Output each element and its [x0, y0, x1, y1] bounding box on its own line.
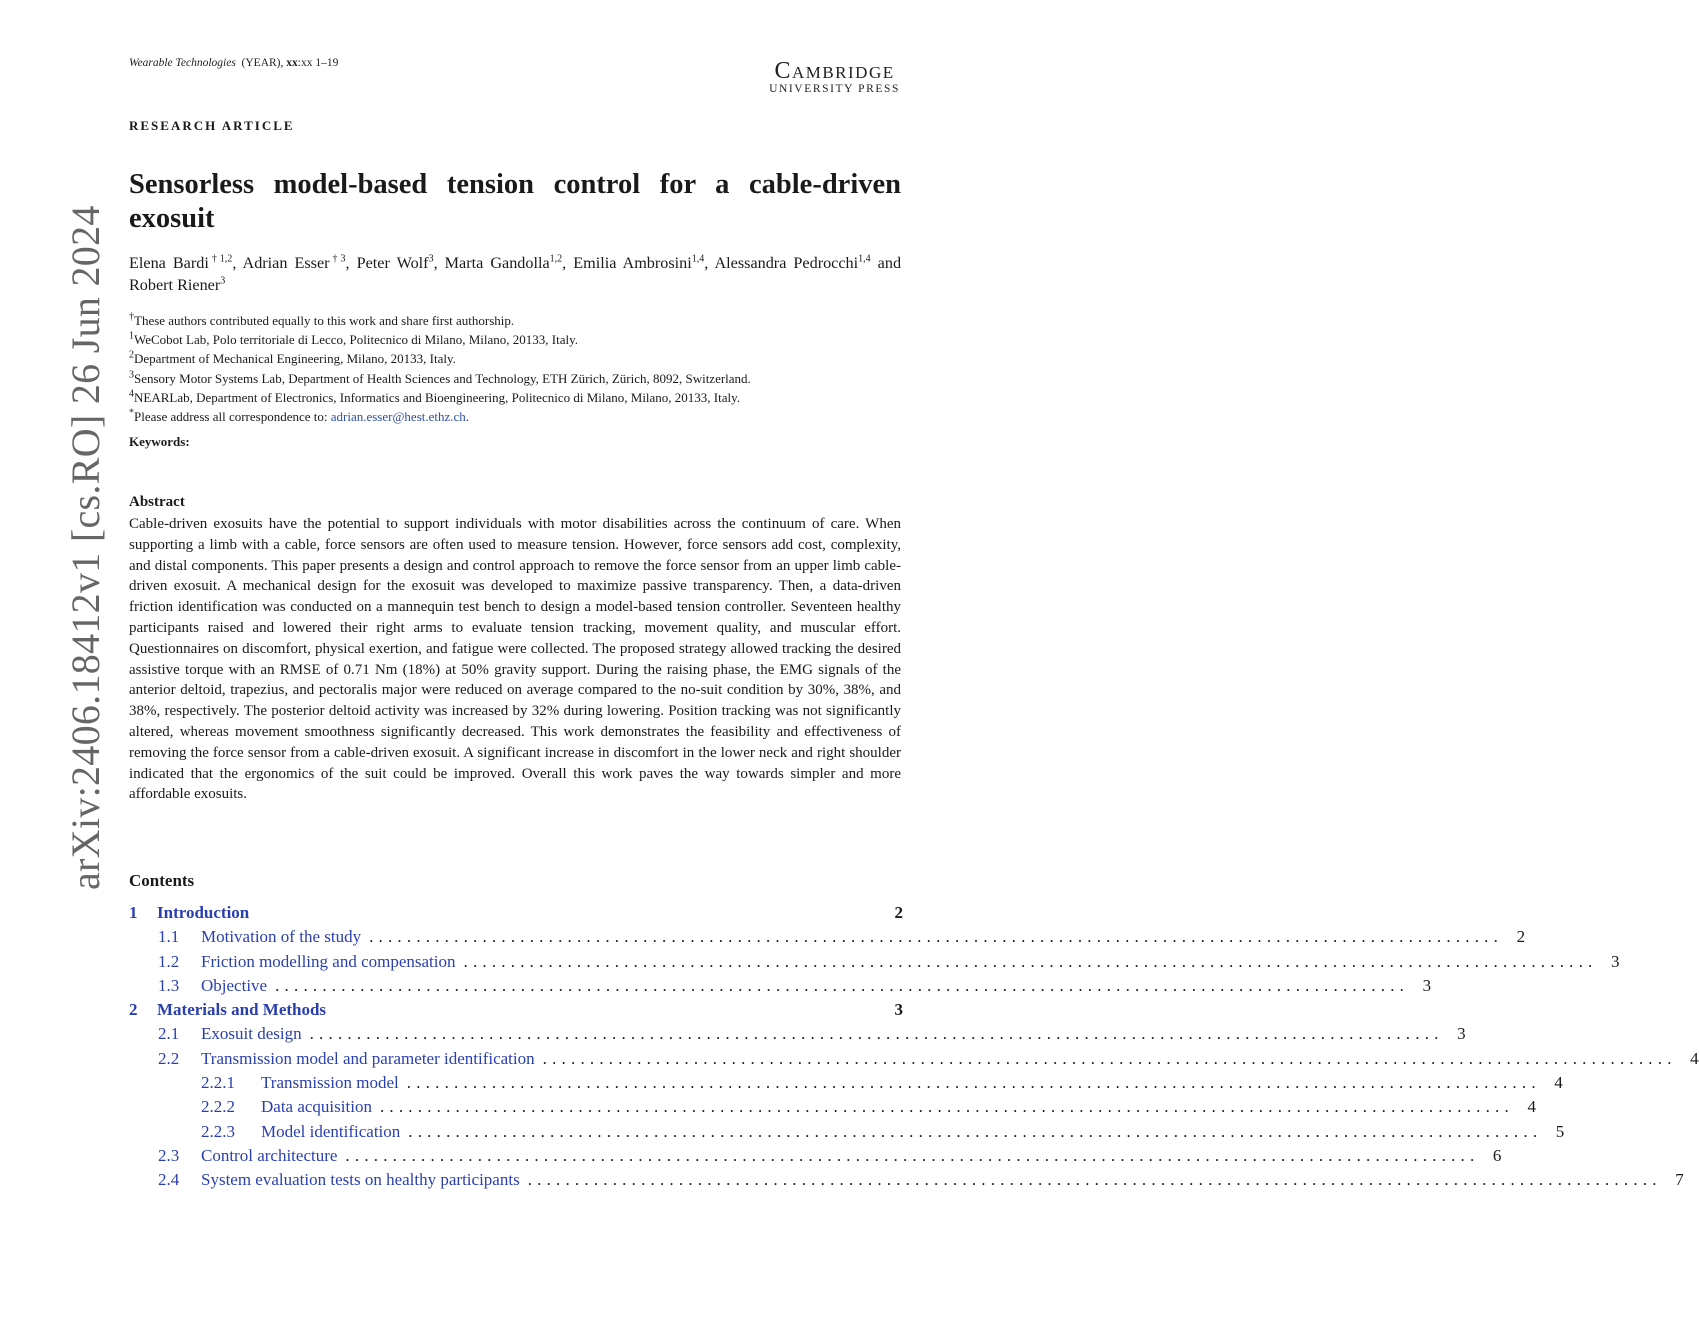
toc-number: 2.3 [158, 1145, 180, 1165]
toc-entry[interactable] [129, 1047, 1699, 1071]
toc-page: 4 [1690, 1048, 1699, 1068]
table-of-contents [129, 901, 1699, 1193]
toc-page: 4 [1554, 1073, 1563, 1093]
toc-number: 2.1 [158, 1024, 180, 1044]
toc-entry[interactable] [129, 901, 903, 925]
toc-leader: ........................................................................................................................ [542, 1048, 1677, 1068]
affiliation: $^3$Sensory Motor Systems Lab, Department of Health Sciences and Technology, ETH Zürich, Zürich, 8092, Switzerland. [129, 369, 751, 386]
toc-number: 2 [129, 1000, 138, 1020]
toc-number: 1.3 [158, 975, 180, 995]
abstract-heading: Abstract [129, 494, 185, 510]
article-type: RESEARCH ARTICLE [129, 118, 295, 133]
author: Alessandra Pedrocchi$^{1,4}$ and [714, 253, 902, 272]
toc-title: Motivation of the study [201, 927, 362, 947]
toc-number: 2.2.3 [201, 1121, 235, 1141]
toc-leader: ........................................................................................................................ [309, 1024, 1444, 1044]
toc-leader: ........................................................................................................................ [406, 1073, 1541, 1093]
toc-entry[interactable] [129, 950, 1620, 974]
author: Marta Gandolla$^{1,2}$, [444, 253, 574, 272]
author: Adrian Esser$^{\dagger 3}$, [242, 253, 357, 272]
toc-page: 3 [894, 1000, 903, 1020]
toc-number: 1 [129, 903, 138, 922]
author: Peter Wolf$^3$, [356, 253, 445, 272]
toc-leader: ........................................................................................................................ [408, 1121, 1543, 1141]
toc-title: Materials and Methods [157, 1000, 327, 1020]
toc-page: 3 [1611, 951, 1620, 971]
toc-title: Control architecture [201, 1145, 338, 1165]
toc-entry[interactable] [129, 1071, 1563, 1095]
journal-volume: xx [286, 57, 298, 69]
author: Emilia Ambrosini$^{1,4}$, [573, 253, 715, 272]
toc-title: System evaluation tests on healthy participants [201, 1170, 520, 1190]
abstract-text: Cable-driven exosuits have the potential to support individuals with motor disabilities across the continuum of care. When supporting a limb with a cable, force sensors are often used to measure tension. However, force sensors add cost, complexity, and distal components. This paper presents a design and control approach to remove the force sensor from an upper limb cable-driven exosuit. A mechanical design for the exosuit was developed to maximize passive transparency. Then, a data-driven friction identification was conducted on a mannequin test bench to design a model-based tension controller. Seventeen healthy participants raised and lowered their right arms to evaluate tension tracking, movement quality, and muscular effort. Questionnaires on discomfort, physical exertion, and fatigue were collected. The proposed strategy allowed tracking the desired assistive torque with an RMSE of 0.71 Nm (18%) at 50% gravity support. During the raising phase, the EMG signals of the anterior deltoid, trapezius, and pectoralis major were reduced on average compared to the no-suit condition by 30%, 38%, and 38%, respectively. The posterior deltoid activity was increased by 32% during lowering. Position tracking was not significantly altered, whereas movement smoothness significantly decreased. This work demonstrates the feasibility and effectiveness of removing the force sensor from a cable-driven exosuit. A significant increase in discomfort in the lower neck and right shoulder indicated that the ergonomics of the suit could be improved. Overall this work paves the way towards simpler and more affordable exosuits. [129, 516, 901, 803]
affiliation: $^4$NEARLab, Department of Electronics, Informatics and Bioengineering, Politecnico di Milano, Milano, 20133, Italy. [129, 388, 741, 405]
toc-leader: ........................................................................................................................ [345, 1145, 1480, 1165]
toc-page: 4 [1527, 1097, 1536, 1117]
toc-entry[interactable] [129, 998, 903, 1022]
toc-entry[interactable] [129, 925, 1526, 949]
toc-entry[interactable] [129, 1168, 1684, 1192]
contents-heading: Contents [129, 871, 195, 890]
toc-title: Model identification [261, 1121, 401, 1141]
toc-leader: ........................................................................................................................ [379, 1097, 1514, 1117]
toc-title: Transmission model and parameter identification [201, 1048, 535, 1068]
toc-number: 2.2.1 [201, 1073, 235, 1093]
toc-page: 2 [894, 903, 903, 922]
toc-page: 6 [1492, 1145, 1502, 1165]
toc-entry[interactable] [129, 1120, 1565, 1144]
arxiv-stamp: arXiv:2406.18412v1 [cs.RO] 26 Jun 2024 [63, 205, 108, 890]
toc-number: 1.2 [158, 951, 180, 971]
publisher-name: Cambridge [774, 58, 895, 84]
toc-title: Friction modelling and compensation [201, 951, 456, 971]
paper-title: Sensorless model-based tension control for a cable-driven exosuit [129, 169, 901, 234]
author: Elena Bardi$^{\dagger 1,2}$, [129, 253, 243, 272]
toc-page: 5 [1555, 1121, 1565, 1141]
toc-page: 3 [1422, 975, 1432, 995]
toc-number: 2.2 [158, 1048, 180, 1068]
toc-title: Exosuit design [201, 1024, 302, 1044]
toc-title: Data acquisition [261, 1097, 372, 1117]
author: Robert Riener$^3$ [129, 275, 226, 294]
toc-number: 1.1 [158, 927, 180, 947]
journal-header [129, 57, 338, 69]
toc-page: 7 [1675, 1170, 1684, 1190]
toc-entry[interactable] [129, 1144, 1502, 1168]
affiliation: $^1$WeCobot Lab, Polo territoriale di Lecco, Politecnico di Milano, Milano, 20133, Italy. [129, 330, 578, 348]
toc-number: 2.4 [158, 1170, 180, 1190]
toc-leader: ........................................................................................................................ [369, 927, 1504, 947]
author-list [129, 252, 901, 296]
correspondence: *Please address all correspondence to: adrian.esser@hest.ethz.ch. [129, 407, 470, 425]
toc-number: 2.2.2 [201, 1097, 235, 1117]
publisher-subtitle: UNIVERSITY PRESS [769, 83, 900, 95]
toc-page: 3 [1457, 1024, 1466, 1044]
keywords-label: Keywords: [129, 434, 190, 449]
journal-year: (YEAR), [241, 57, 284, 69]
toc-leader: ........................................................................................................................ [463, 951, 1598, 971]
toc-leader: ........................................................................................................................ [527, 1170, 1662, 1190]
journal-pages: :xx 1–19 [297, 57, 339, 69]
journal-name: Wearable Technologies [129, 57, 236, 69]
affiliations [129, 311, 909, 426]
toc-title: Objective [201, 975, 268, 995]
affiliation: $^2$Department of Mechanical Engineering, Milano, 20133, Italy. [129, 350, 456, 367]
affiliation: †These authors contributed equally to this work and share first authorship. [129, 311, 515, 328]
toc-title: Transmission model [261, 1073, 399, 1093]
toc-entry[interactable] [129, 1095, 1536, 1119]
correspondence-email-link[interactable]: adrian.esser@hest.ethz.ch [330, 409, 466, 425]
toc-title: Introduction [157, 903, 250, 922]
toc-entry[interactable] [129, 974, 1432, 998]
toc-leader: ........................................................................................................................ [275, 975, 1410, 995]
publisher-logo [769, 60, 900, 95]
toc-page: 2 [1516, 927, 1526, 947]
toc-entry[interactable] [129, 1022, 1466, 1046]
